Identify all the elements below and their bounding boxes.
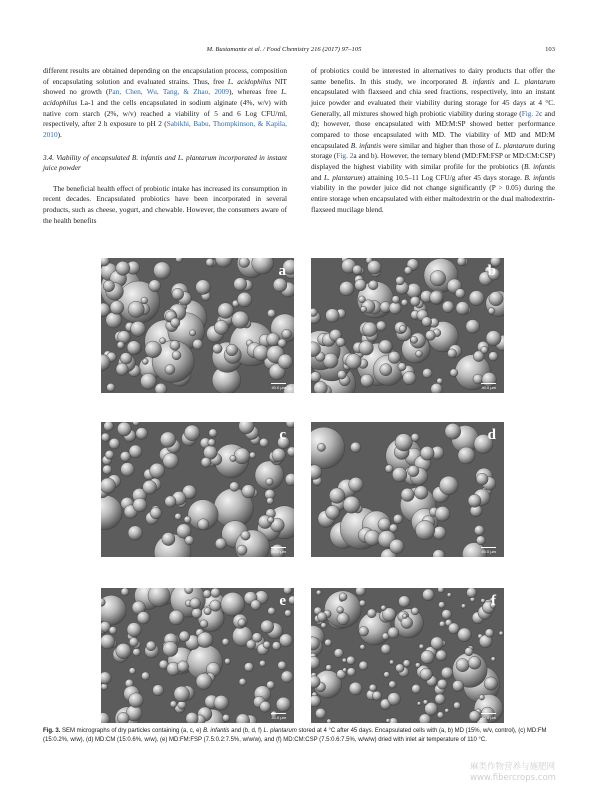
sem-micrograph-image [101,422,294,557]
sem-panel-e [101,588,294,723]
scale-bar: 40.0 µm [481,715,496,720]
sem-panel-c [101,422,294,557]
panel-letter: c [279,427,286,443]
panel-letter: f [491,593,496,609]
scale-bar: 40.0 µm [481,549,496,554]
page-number: 103 [545,46,555,53]
figure-caption: Fig. 3. SEM micrographs of dry particles containing (a, c, e) B. infantis and (b, d, f) L. plantarum stored at 4 °C after 45 days. Encapsulated cells with (a, b) MD (15%, w/v, control), (c) MD:FM (15:0.2%, w/w), (d) MD:CM (15:0.6%, w/w), (e) MD:FM:FSP (7.5:0.2:7.5%, w/w/w), and (f) MD:CM:CSP (7.5:0.6:7.5%, w/w/w) dried with inlet air temperature of 110 °C. [43,728,547,744]
right-column [311,66,555,215]
sem-panel-b [311,258,504,393]
watermark [470,762,590,784]
figure-label: Fig. 3. [43,728,61,734]
sem-panel-a [101,258,294,393]
scale-bar: 40.0 µm [271,385,286,390]
panel-letter: b [487,263,496,279]
sem-micrograph-image [311,258,504,393]
citation-link[interactable]: Sabikhi, Babu, Thompkinson, & Kapila, 2010 [43,119,287,139]
panel-letter: e [279,593,286,609]
watermark-line: www.fibercrops.com [470,773,556,783]
figure-link[interactable]: Fig. 2 [521,108,540,118]
scale-bar: 40.0 µm [481,385,496,390]
page-header [43,46,555,58]
panel-letter: a [278,263,286,279]
scale-bar: 40.0 µm [271,549,286,554]
running-title: M. Bustamante et al. / Food Chemistry 216 (2017) 97–105 [206,46,362,53]
panel-letter: d [487,427,496,443]
sem-micrograph-image [311,588,504,723]
scale-bar: 40.0 µm [271,715,286,720]
paragraph-encapsulation-results: different results are obtained depending on the encapsulation process, composition of encapsulating solution and evaluated strains. Thus, free L. acidophilus NIT showed no growth (Pan, Chen, Wu, Tang, & Zhao, 2009), whereas free L. acidophilus La-1 and the cells encapsulated in sodium alginate (4%, w/v) with native corn starch (2%, w/v) reached a viability of 5 and 6 Log CFU/ml, respectively, after 2 h exposure to pH 2 (Sabikhi, Babu, Thompkinson, & Kapila, 2010). [43,66,288,139]
watermark-line: 麻类作物营养与施肥网 [470,762,556,772]
left-column [43,66,287,226]
section-heading: 3.4. Viability of encapsulated B. infantis and L. plantarum incorporated in instant juice powder [43,152,287,173]
paragraph-probiotic-intake: The beneficial health effect of probiotic intake has increased its consumption in recent decades. Encapsulated probiotics have been incorporated in several products, such as cheese, yogurt, and chewable. However, the consumers aware of the health benefits [43,183,287,225]
sem-panel-d [311,422,504,557]
figure-link[interactable]: Fig. 2 [336,151,354,161]
sem-micrograph-image [311,422,504,557]
citation-link[interactable]: Pan, Chen, Wu, Tang, & Zhao, 2009 [108,87,229,97]
sem-figure [101,258,504,724]
sem-panel-f [311,588,504,723]
paragraph-viability: of probiotics could be interested in alternatives to dairy products that offer the same benefits. In this study, we incorporated B. infantis and L. plantarum encapsulated with flaxseed and chia seed fractions, respectively, into an instant juice powder and evaluated their viability during storage for 45 days at 4 °C. Generally, all mixtures showed high probiotic viability during storage (Fig. 2c and d); however, those encapsulated with MD:M:SP showed better performance compared to those encapsulated with MD. The viability of MD and MD:M encapsulated B. infantis were similar and higher than those of L. plantarum during storage (Fig. 2a and b). However, the ternary blend (MD:FM:FSP or MD:CM:CSP) displayed the highest viability with similar profile for the probiotics (B. infantis and L. plantarum) attaining 10.5–11 Log CFU/g after 45 days storage. B. infantis viability in the powder juice did not change significantly (P > 0.05) during the entire storage when encapsulated with either maltodextrin or the dual maltodextrin-flaxseed mucilage blend. [311,66,556,214]
sem-micrograph-image [101,258,294,393]
sem-micrograph-image [101,588,294,723]
